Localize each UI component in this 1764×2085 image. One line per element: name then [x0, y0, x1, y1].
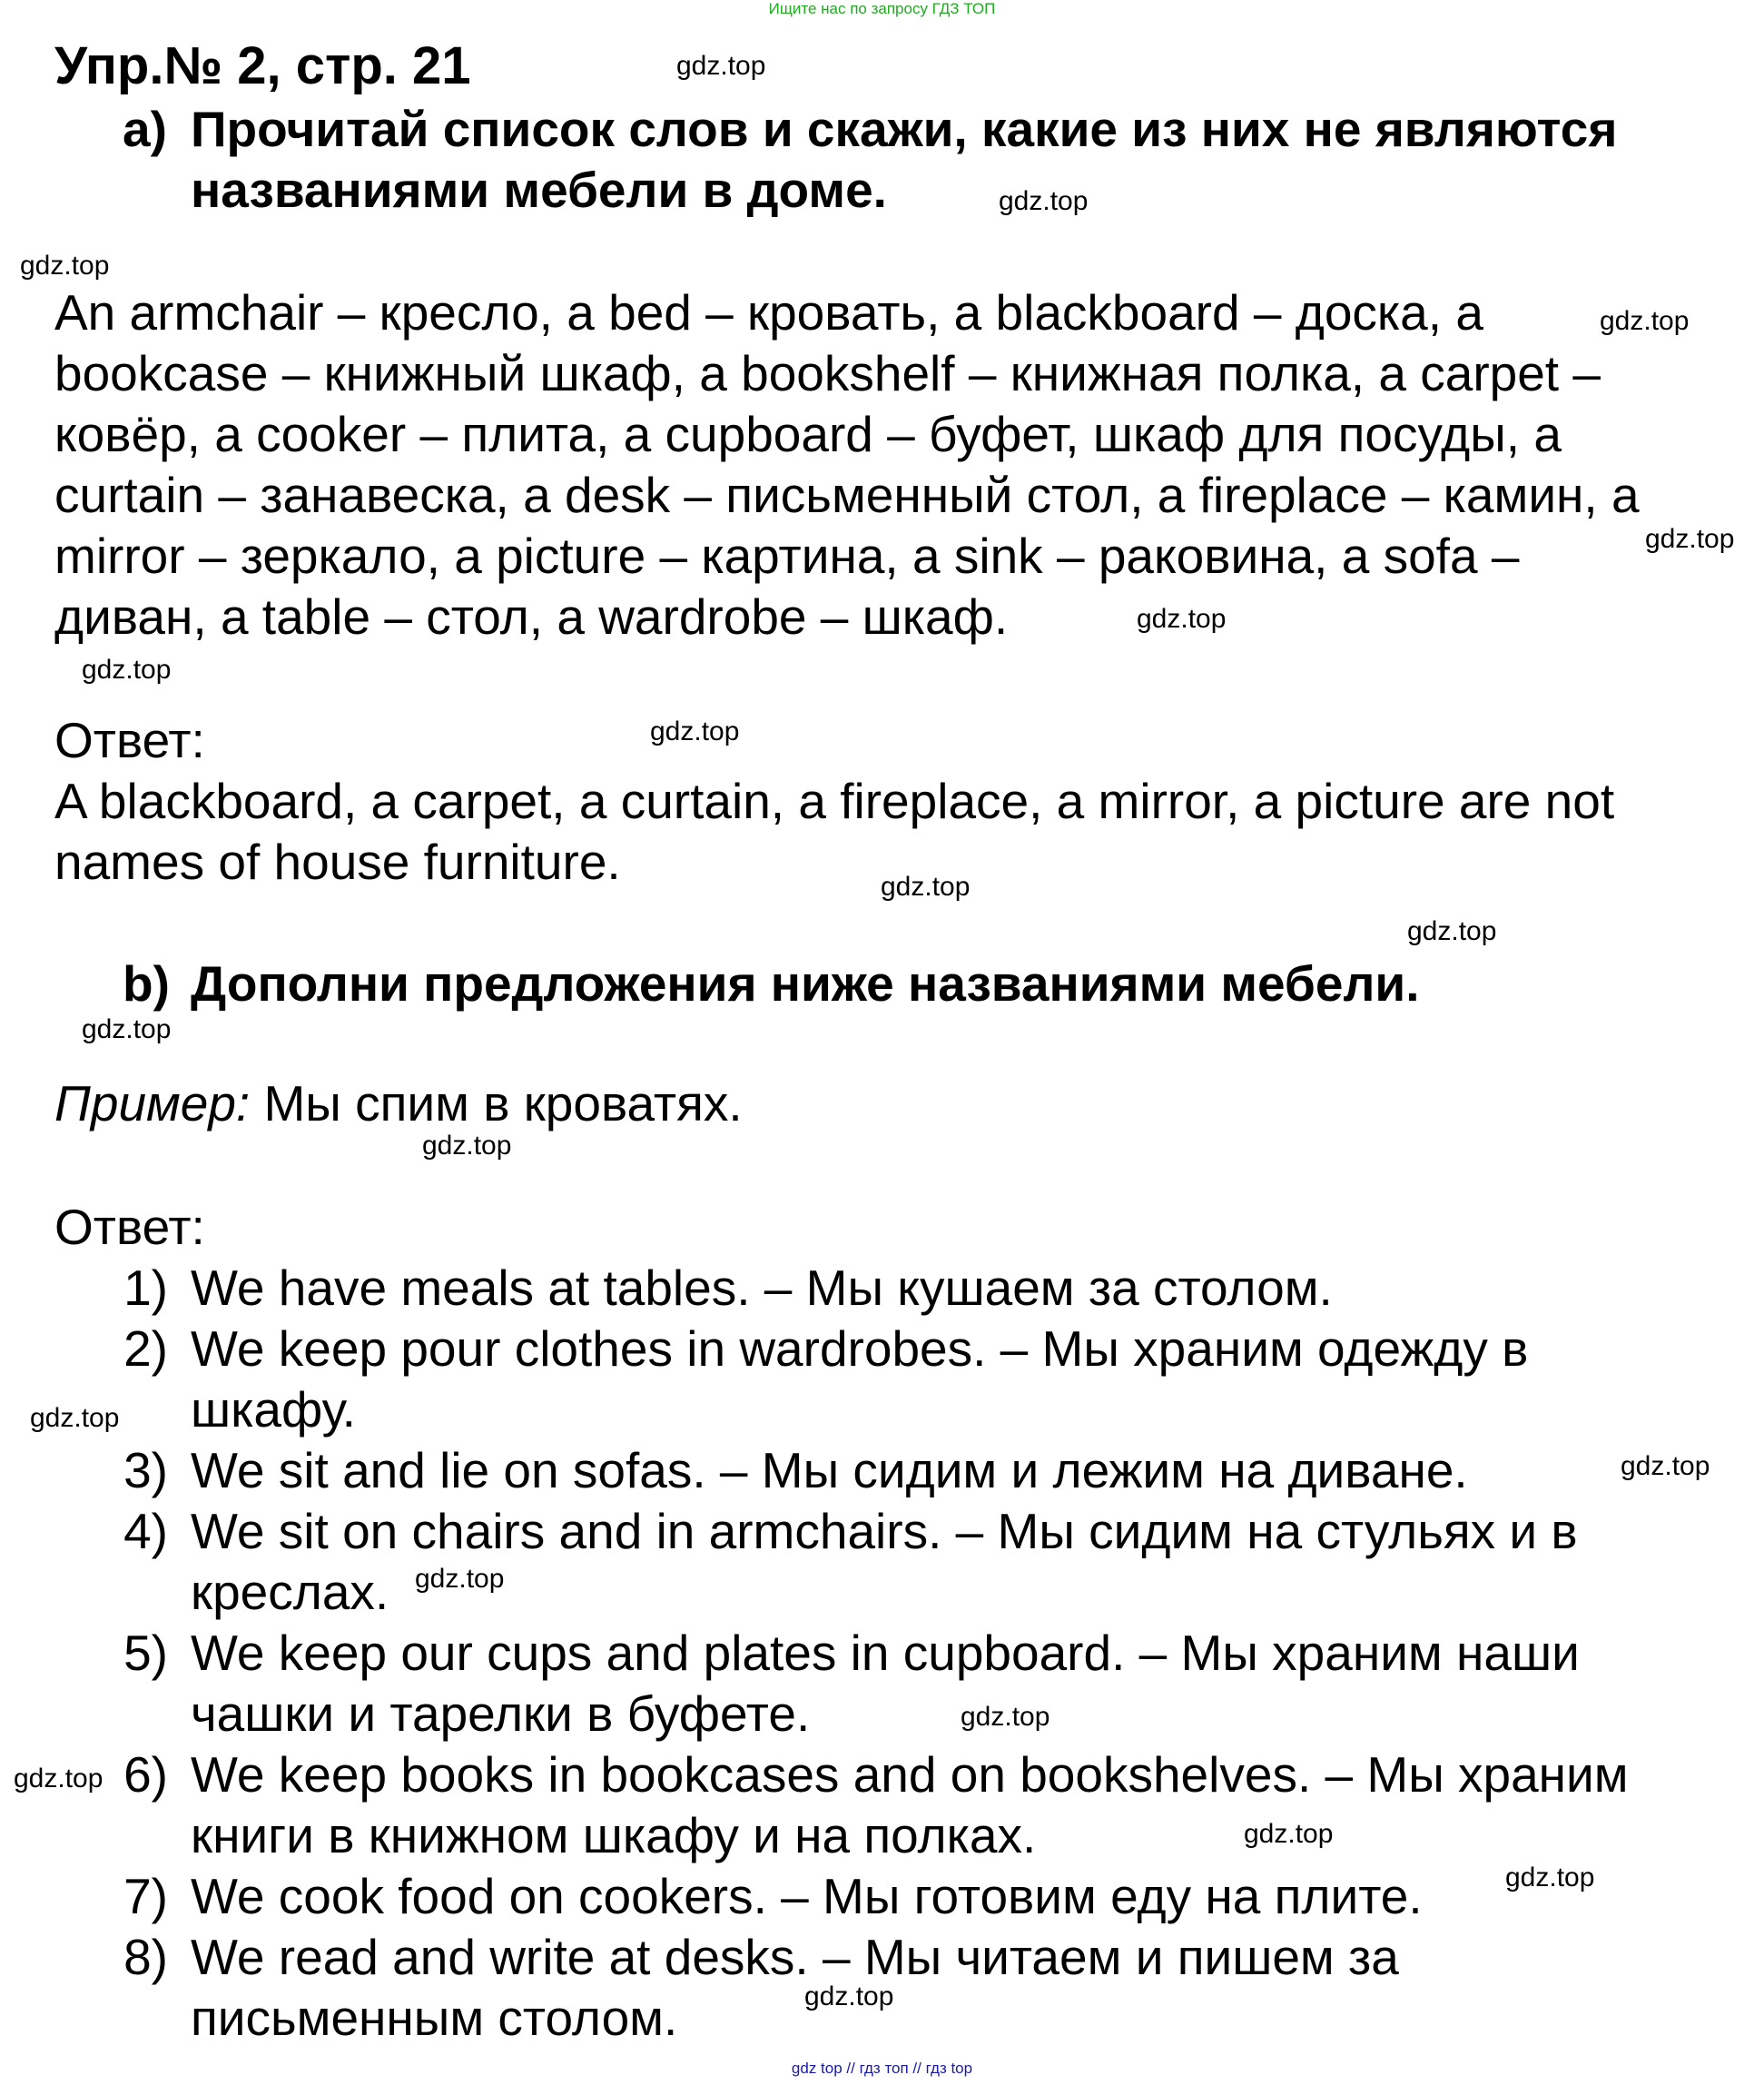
- exercise-title: Упр.№ 2, стр. 21: [54, 36, 471, 95]
- answer-a-label: Ответ:: [54, 712, 205, 768]
- task-a-line-2: названиями мебели в доме.: [191, 162, 887, 218]
- watermark: gdz.top: [415, 1564, 505, 1594]
- answer-b-num-8: 8): [123, 1929, 168, 1985]
- watermark: gdz.top: [30, 1403, 120, 1433]
- task-a-line-1: Прочитай список слов и скажи, какие из них не являются: [191, 101, 1618, 157]
- watermark: gdz.top: [1407, 916, 1497, 946]
- vocab-line-4: curtain – занавеска, a desk – письменный стол, a fireplace – камин, a: [54, 467, 1640, 523]
- answer-b-label: Ответ:: [54, 1199, 205, 1255]
- answer-b-num-4: 4): [123, 1503, 168, 1559]
- answer-b-8-line-1: We read and write at desks. – Мы читаем и пишем за: [191, 1929, 1399, 1985]
- answer-b-2-line-1: We keep pour clothes in wardrobes. – Мы храним одежду в: [191, 1320, 1529, 1377]
- answer-b-7-line-1: We cook food on cookers. – Мы готовим еду на плите.: [191, 1868, 1423, 1924]
- task-b-text: Дополни предложения ниже названиями мебели.: [191, 955, 1420, 1012]
- watermark: gdz.top: [1645, 524, 1735, 554]
- example-text: Мы спим в кроватях.: [263, 1075, 743, 1131]
- answer-b-num-7: 7): [123, 1868, 168, 1924]
- answer-b-4-line-1: We sit on chairs and in armchairs. – Мы сидим на стульях и в: [191, 1503, 1578, 1559]
- example: [54, 1073, 743, 1134]
- watermark: gdz.top: [961, 1702, 1050, 1732]
- vocab-line-5: mirror – зеркало, a picture – картина, a sink – раковина, a sofa –: [54, 528, 1520, 584]
- header-note: Ищите нас по запросу ГДЗ ТОП: [768, 0, 996, 17]
- answer-b-5-line-2: чашки и тарелки в буфете.: [191, 1685, 811, 1742]
- answer-b-num-6: 6): [123, 1746, 168, 1803]
- vocab-line-2: bookcase – книжный шкаф, a bookshelf – книжная полка, a carpet –: [54, 345, 1601, 401]
- example-label: Пример:: [54, 1075, 251, 1131]
- answer-b-num-3: 3): [123, 1442, 168, 1498]
- watermark: gdz.top: [804, 1981, 894, 2011]
- task-b-label: b): [123, 955, 170, 1012]
- answer-b-5-line-1: We keep our cups and plates in cupboard. – Мы храним наши: [191, 1625, 1580, 1681]
- watermark: gdz.top: [14, 1764, 103, 1793]
- watermark: gdz.top: [676, 51, 766, 81]
- watermark: gdz.top: [650, 716, 740, 746]
- vocab-line-6: диван, a table – стол, a wardrobe – шкаф.: [54, 588, 1009, 645]
- watermark: gdz.top: [82, 1014, 172, 1044]
- vocab-line-3: ковёр, a cooker – плита, a cupboard – буфет, шкаф для посуды, a: [54, 406, 1562, 462]
- vocab-line-1: An armchair – кресло, a bed – кровать, a blackboard – доска, a: [54, 284, 1483, 341]
- answer-b-6-line-1: We keep books in bookcases and on bookshelves. – Мы храним: [191, 1746, 1629, 1803]
- answer-b-4-line-2: креслах.: [191, 1564, 389, 1620]
- answer-b-8-line-2: письменным столом.: [191, 1990, 678, 2046]
- watermark: gdz.top: [422, 1131, 512, 1161]
- answer-b-num-5: 5): [123, 1625, 168, 1681]
- watermark: gdz.top: [1137, 604, 1227, 634]
- watermark: gdz.top: [82, 655, 172, 685]
- task-a-label: a): [123, 101, 167, 157]
- answer-a-line-1: A blackboard, a carpet, a curtain, a fireplace, a mirror, a picture are not: [54, 773, 1615, 829]
- watermark: gdz.top: [1600, 306, 1690, 336]
- answer-b-num-1: 1): [123, 1260, 168, 1316]
- answer-b-2-line-2: шкафу.: [191, 1381, 356, 1438]
- watermark: gdz.top: [20, 251, 110, 281]
- watermark: gdz.top: [1505, 1863, 1595, 1892]
- answer-b-num-2: 2): [123, 1320, 168, 1377]
- watermark: gdz.top: [881, 872, 971, 902]
- answer-a-line-2: names of house furniture.: [54, 834, 621, 890]
- watermark: gdz.top: [1621, 1451, 1710, 1481]
- watermark: gdz.top: [1244, 1819, 1334, 1849]
- answer-b-6-line-2: книги в книжном шкафу и на полках.: [191, 1807, 1037, 1863]
- watermark: gdz.top: [999, 186, 1089, 216]
- answer-b-3-line-1: We sit and lie on sofas. – Мы сидим и лежим на диване.: [191, 1442, 1468, 1498]
- footer-note: gdz top // гдз топ // гдз top: [791, 2060, 973, 2077]
- answer-b-1-line-1: We have meals at tables. – Мы кушаем за столом.: [191, 1260, 1333, 1316]
